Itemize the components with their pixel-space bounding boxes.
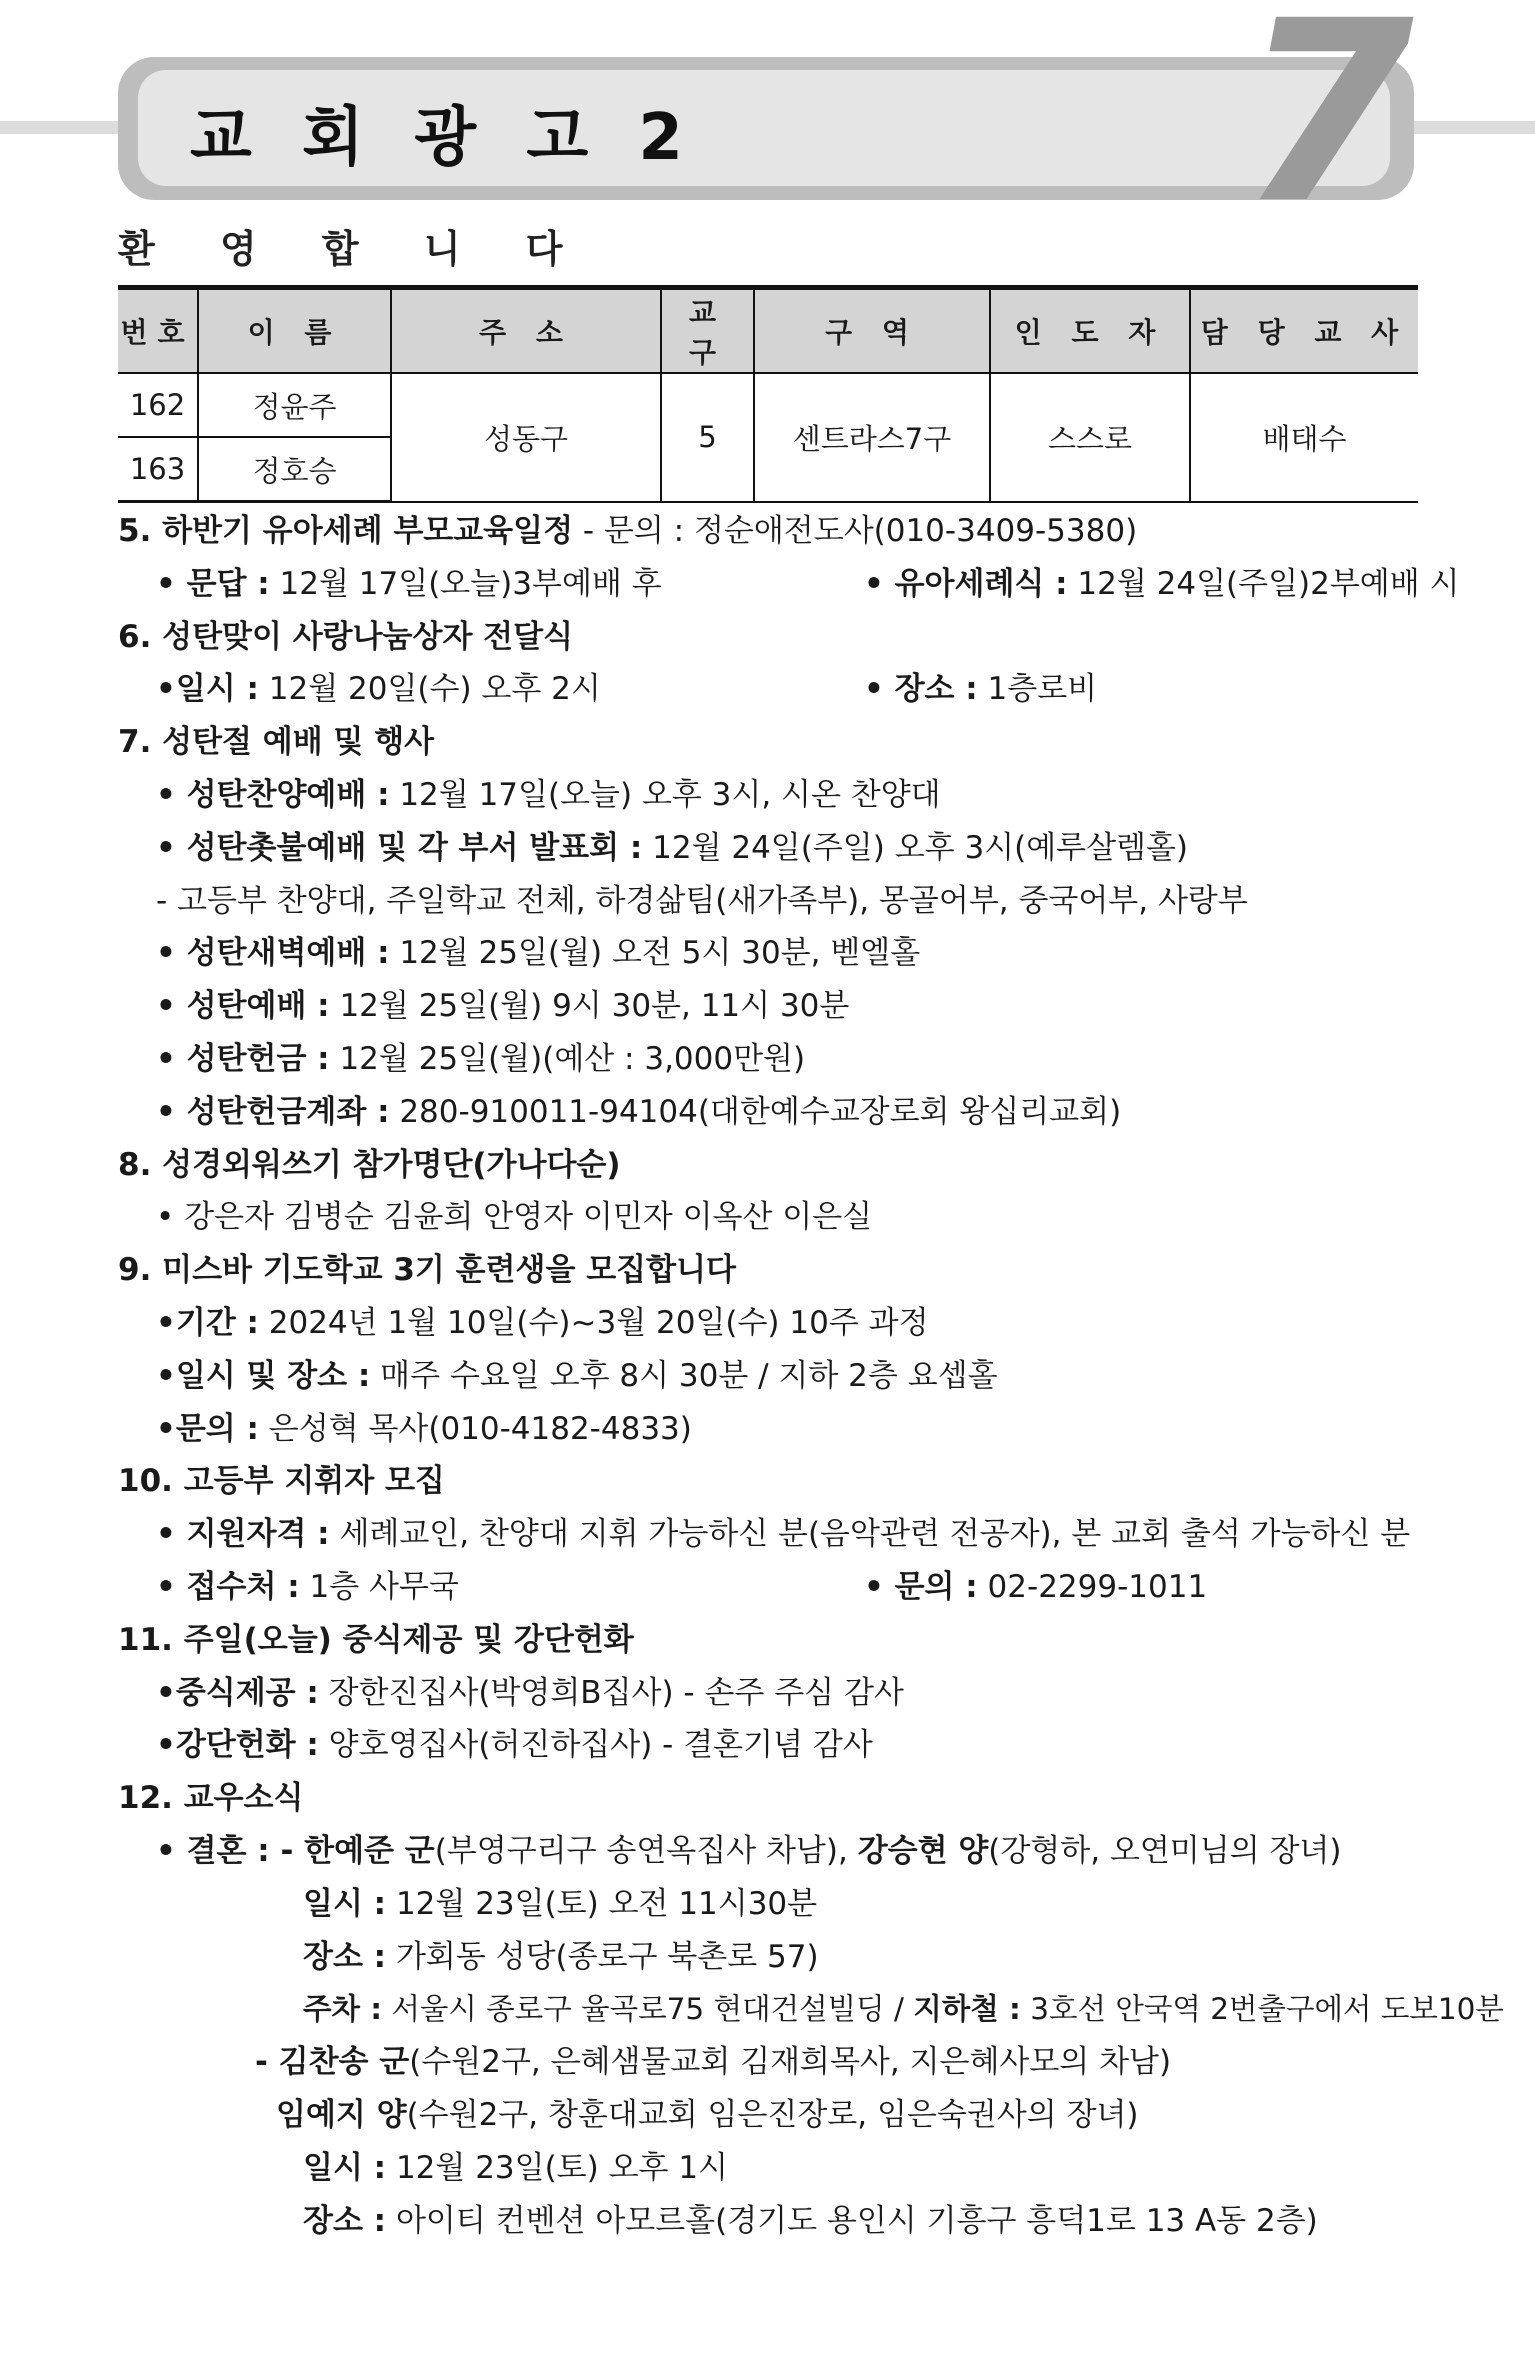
item-text: 3호선 안국역 2번출구에서 도보10분 [1020, 1992, 1504, 2027]
cell-teacher: 배태수 [1190, 373, 1418, 502]
list-item-right [864, 1561, 1207, 1614]
cell-zone: 센트라스7구 [754, 373, 990, 502]
item-text: 은성혁 목사(010-4182-4833) [258, 1410, 692, 1447]
item-text: 12월 25일(월) 오전 5시 30분, 벧엘홀 [389, 935, 921, 972]
item-label: 장소 : [303, 2202, 387, 2239]
item-label: •일시 및 장소 : [156, 1357, 371, 1394]
item-label: • 결혼 : - 한예준 군 [156, 1832, 435, 1869]
section-10-title: 10. 고등부 지휘자 모집 [118, 1463, 445, 1500]
col-header-zone: 구 역 [754, 288, 990, 374]
item-label: 강승현 양 [857, 1832, 989, 1869]
cell-name: 정호승 [198, 437, 391, 502]
item-text: 세례교인, 찬양대 지휘 가능하신 분(음악관련 전공자), 본 교회 출석 가능하신 분 [329, 1516, 1411, 1553]
list-item [118, 769, 1418, 822]
list-item: • 강은자 김병순 김윤희 안영자 이민자 이옥산 이은실 [156, 1199, 873, 1236]
item-label: • 장소 : [864, 671, 978, 708]
item-text: 아이티 컨벤션 아모르홀(경기도 용인시 기흥구 흥덕1로 13 A동 2층) [386, 2202, 1318, 2239]
list-item [118, 1297, 1418, 1350]
item-text: (수원2구, 창훈대교회 임은진장로, 임은숙권사의 장녀) [406, 2096, 1139, 2133]
col-header-district: 교 구 [661, 288, 754, 374]
item-text: 12월 24일(주일)2부예배 시 [1067, 565, 1460, 602]
list-item [118, 1508, 1418, 1561]
item-text: 12월 17일(오늘) 오후 3시, 시온 찬양대 [389, 776, 941, 813]
item-label: •기간 : [156, 1304, 259, 1341]
list-item [118, 2036, 1418, 2089]
item-text: 2024년 1월 10일(수)~3월 20일(수) 10주 과정 [258, 1304, 929, 1341]
section-9-title: 9. 미스바 기도학교 3기 훈련생을 모집합니다 [118, 1252, 736, 1289]
list-item [118, 1403, 1418, 1456]
cell-district: 5 [661, 373, 754, 502]
item-label: 일시 : [303, 1885, 387, 1922]
page-number: 7 [1240, 0, 1414, 258]
item-text: 1층로비 [977, 671, 1098, 708]
list-item [118, 1719, 1418, 1772]
item-text: 1층 사무국 [299, 1568, 459, 1605]
list-item [118, 1825, 1418, 1878]
welcome-heading: 환 영 합 니 다 [118, 226, 589, 271]
section-5-title [118, 505, 1418, 558]
section-contact: - 문의 : 정순애전도사(010-3409-5380) [573, 513, 1138, 549]
list-item [118, 1667, 1418, 1720]
item-label: - 김찬송 군 [255, 2044, 410, 2081]
announcements [118, 505, 1504, 2247]
item-text: 280-910011-94104(대한예수교장로회 왕십리교회) [389, 1093, 1122, 1130]
item-text: 12월 24일(주일) 오후 3시(예루살렘홀) [642, 829, 1189, 866]
col-header-number: 번호 [118, 288, 198, 374]
section-11-title: 11. 주일(오늘) 중식제공 및 강단헌화 [118, 1621, 634, 1658]
list-item-right [864, 663, 1097, 716]
list-item [118, 663, 1418, 716]
col-header-teacher: 담 당 교 사 [1190, 288, 1418, 374]
item-text: (부영구리구 송연옥집사 차남), [434, 1832, 858, 1869]
list-item-right [864, 558, 1459, 611]
section-7-title: 7. 성탄절 예배 및 행사 [118, 724, 435, 761]
section-6-title: 6. 성탄맞이 사랑나눔상자 전달식 [118, 618, 574, 655]
cell-number: 162 [118, 373, 198, 437]
list-item: - 고등부 찬양대, 주일학교 전체, 하경삶팀(새가족부), 몽골어부, 중국어부, 사랑부 [156, 882, 1248, 919]
item-label: • 지원자격 : [156, 1516, 330, 1553]
item-text: 양호영집사(허진하집사) - 결혼기념 감사 [318, 1727, 873, 1764]
item-label: •강단헌화 : [156, 1727, 319, 1764]
item-label: • 성탄새벽예배 : [156, 935, 390, 972]
item-text: 매주 수요일 오후 8시 30분 / 지하 2층 요셉홀 [370, 1357, 998, 1394]
item-text: 12월 25일(월)(예산 : 3,000만원) [329, 1040, 806, 1077]
item-text: 02-2299-1011 [977, 1568, 1208, 1605]
item-label: • 성탄헌금 : [156, 1040, 330, 1077]
item-label: 주차 : [303, 1992, 383, 2027]
section-12-title: 12. 교우소식 [118, 1780, 304, 1817]
item-label: 임예지 양 [276, 2096, 407, 2133]
list-item [118, 1878, 1418, 1931]
item-label: • 유아세례식 : [864, 565, 1068, 602]
list-item [118, 2089, 1418, 2142]
list-item [118, 822, 1418, 875]
item-label: • 문의 : [864, 1568, 978, 1605]
table-row [118, 373, 1418, 437]
item-label: •문의 : [156, 1410, 259, 1447]
section-heading: 5. 하반기 유아세례 부모교육일정 [118, 513, 574, 549]
col-header-name: 이 름 [198, 288, 391, 374]
item-text: 12월 23일(토) 오전 11시30분 [386, 1885, 818, 1922]
item-label: • 접수처 : [156, 1568, 300, 1605]
item-label: 일시 : [303, 2149, 387, 2186]
list-item [118, 2195, 1418, 2248]
item-text: 12월 23일(토) 오후 1시 [386, 2149, 728, 2186]
col-header-leader: 인 도 자 [990, 288, 1190, 374]
list-item [118, 927, 1418, 980]
page-title: 교 회 광 고 2 [190, 101, 697, 175]
section-8-title: 8. 성경외워쓰기 참가명단(가나다순) [118, 1146, 621, 1183]
item-text: (강형하, 오연미님의 장녀) [988, 1832, 1342, 1869]
list-item [118, 558, 1460, 611]
list-item [118, 1931, 1418, 1984]
new-members-table [118, 285, 1418, 503]
item-label: 지하철 : [913, 1992, 1021, 2027]
item-text: 12월 25일(월) 9시 30분, 11시 30분 [329, 988, 850, 1025]
item-text: 12월 20일(수) 오후 2시 [258, 671, 601, 708]
item-text: 가회동 성당(종로구 북촌로 57) [386, 1938, 819, 1975]
item-label: • 성탄헌금계좌 : [156, 1093, 390, 1130]
list-item [118, 1086, 1418, 1139]
item-text: (수원2구, 은혜샘물교회 김재희목사, 지은혜사모의 차남) [409, 2044, 1172, 2081]
item-label: •중식제공 : [156, 1674, 319, 1711]
table-header-row [118, 288, 1418, 374]
item-text: 12월 17일(오늘)3부예배 후 [269, 565, 662, 602]
item-label: •일시 : [156, 671, 259, 708]
cell-name: 정윤주 [198, 373, 391, 437]
list-item [118, 1350, 1418, 1403]
list-item [118, 2142, 1418, 2195]
item-label: • 성탄예배 : [156, 988, 330, 1025]
col-header-address: 주 소 [391, 288, 661, 374]
list-item [118, 1561, 1418, 1614]
cell-address: 성동구 [391, 373, 661, 502]
item-text: 장한진집사(박영희B집사) - 손주 주심 감사 [318, 1674, 904, 1711]
cell-number: 163 [118, 437, 198, 502]
item-label: • 문답 : [156, 565, 270, 602]
item-label: • 성탄찬양예배 : [156, 776, 390, 813]
item-label: 장소 : [303, 1938, 387, 1975]
list-item [118, 1983, 1504, 2036]
cell-leader: 스스로 [990, 373, 1190, 502]
list-item [118, 980, 1418, 1033]
item-text: 서울시 종로구 율곡로75 현대건설빌딩 / [382, 1992, 914, 2027]
item-label: • 성탄촛불예배 및 각 부서 발표회 : [156, 829, 643, 866]
list-item [118, 1033, 1418, 1086]
